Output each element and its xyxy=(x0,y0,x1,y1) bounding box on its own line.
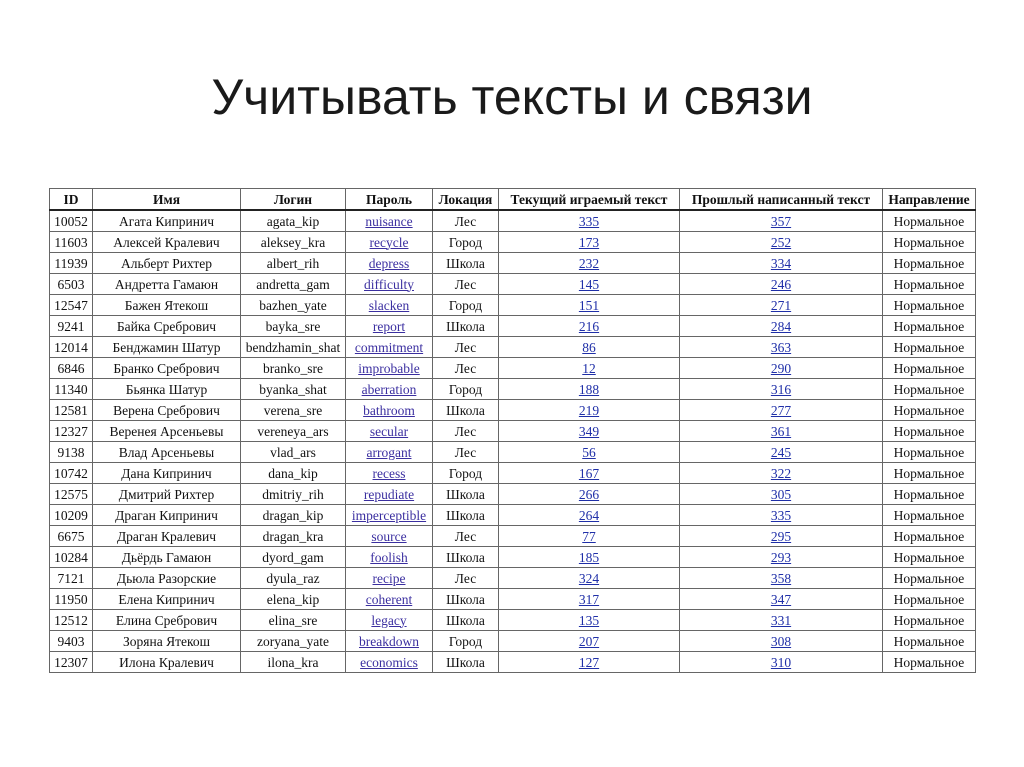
cell-current-text xyxy=(499,505,680,526)
past-text-link[interactable]: 361 xyxy=(770,423,792,439)
cell-location: Школа xyxy=(433,652,499,673)
past-text-link[interactable]: 293 xyxy=(770,549,792,565)
table-row xyxy=(50,274,976,295)
cell-password xyxy=(346,505,433,526)
cell-login: andretta_gam xyxy=(241,274,346,295)
password-link[interactable]: bathroom xyxy=(363,402,415,418)
past-text-link[interactable]: 290 xyxy=(770,360,792,376)
cell-login: vlad_ars xyxy=(241,442,346,463)
cell-location: Лес xyxy=(433,421,499,442)
current-text-link[interactable]: 266 xyxy=(578,486,600,502)
past-text-link[interactable]: 331 xyxy=(770,612,792,628)
past-text-link[interactable]: 310 xyxy=(770,654,792,670)
table-row xyxy=(50,232,976,253)
current-text-link[interactable]: 188 xyxy=(578,381,600,397)
cell-direction: Нормальное xyxy=(883,295,976,316)
cell-name: Байка Сребрович xyxy=(93,316,241,337)
past-text-link[interactable]: 284 xyxy=(770,318,792,334)
table-row xyxy=(50,484,976,505)
cell-past-text xyxy=(680,274,883,295)
current-text-link[interactable]: 349 xyxy=(578,423,600,439)
cell-direction: Нормальное xyxy=(883,210,976,232)
password-link[interactable]: aberration xyxy=(361,381,417,397)
password-link[interactable]: coherent xyxy=(365,591,413,607)
cell-direction: Нормальное xyxy=(883,505,976,526)
cell-past-text xyxy=(680,652,883,673)
cell-past-text xyxy=(680,442,883,463)
cell-past-text xyxy=(680,295,883,316)
cell-past-text xyxy=(680,526,883,547)
cell-name: Андретта Гамаюн xyxy=(93,274,241,295)
cell-location: Город xyxy=(433,379,499,400)
cell-name: Драган Кралевич xyxy=(93,526,241,547)
header-direction: Направление xyxy=(883,189,976,211)
password-link[interactable]: legacy xyxy=(371,612,407,628)
current-text-link[interactable]: 232 xyxy=(578,255,600,271)
current-text-link[interactable]: 324 xyxy=(578,570,600,586)
table-row xyxy=(50,568,976,589)
cell-current-text xyxy=(499,547,680,568)
cell-id: 10284 xyxy=(50,547,93,568)
cell-name: Бьянка Шатур xyxy=(93,379,241,400)
current-text-link[interactable]: 167 xyxy=(578,465,600,481)
cell-name: Алексей Кралевич xyxy=(93,232,241,253)
cell-location: Лес xyxy=(433,526,499,547)
cell-name: Агата Кипринич xyxy=(93,210,241,232)
cell-name: Дана Кипринич xyxy=(93,463,241,484)
cell-login: dyord_gam xyxy=(241,547,346,568)
cell-name: Дьюла Разорские xyxy=(93,568,241,589)
password-link[interactable]: secular xyxy=(369,423,409,439)
cell-past-text xyxy=(680,463,883,484)
cell-password xyxy=(346,547,433,568)
cell-location: Лес xyxy=(433,568,499,589)
table-row xyxy=(50,358,976,379)
cell-name: Илона Кралевич xyxy=(93,652,241,673)
cell-current-text xyxy=(499,631,680,652)
cell-current-text xyxy=(499,337,680,358)
cell-id: 6675 xyxy=(50,526,93,547)
cell-current-text xyxy=(499,526,680,547)
password-link[interactable]: difficulty xyxy=(364,276,414,292)
table-row xyxy=(50,463,976,484)
cell-past-text xyxy=(680,316,883,337)
cell-current-text xyxy=(499,274,680,295)
cell-password xyxy=(346,610,433,631)
cell-id: 9403 xyxy=(50,631,93,652)
current-text-link[interactable]: 135 xyxy=(578,612,600,628)
table-row xyxy=(50,631,976,652)
password-link[interactable]: depress xyxy=(368,255,410,271)
cell-past-text xyxy=(680,547,883,568)
cell-past-text xyxy=(680,568,883,589)
past-text-link[interactable]: 334 xyxy=(770,255,792,271)
table-row xyxy=(50,253,976,274)
cell-name: Дьёрдь Гамаюн xyxy=(93,547,241,568)
cell-location: Город xyxy=(433,463,499,484)
password-link[interactable]: nuisance xyxy=(365,213,413,229)
past-text-link[interactable]: 335 xyxy=(770,507,792,523)
cell-password xyxy=(346,484,433,505)
past-text-link[interactable]: 252 xyxy=(770,234,792,250)
cell-location: Школа xyxy=(433,505,499,526)
cell-login: elena_kip xyxy=(241,589,346,610)
cell-location: Город xyxy=(433,232,499,253)
cell-past-text xyxy=(680,589,883,610)
cell-name: Елина Сребрович xyxy=(93,610,241,631)
cell-id: 6503 xyxy=(50,274,93,295)
current-text-link[interactable]: 145 xyxy=(578,276,600,292)
cell-direction: Нормальное xyxy=(883,253,976,274)
cell-current-text xyxy=(499,589,680,610)
password-link[interactable]: repudiate xyxy=(363,486,415,502)
table-row xyxy=(50,610,976,631)
cell-name: Влад Арсеньевы xyxy=(93,442,241,463)
table-row xyxy=(50,400,976,421)
current-text-link[interactable]: 151 xyxy=(578,297,600,313)
cell-password xyxy=(346,379,433,400)
cell-login: branko_sre xyxy=(241,358,346,379)
table-row xyxy=(50,589,976,610)
cell-login: elina_sre xyxy=(241,610,346,631)
cell-direction: Нормальное xyxy=(883,547,976,568)
cell-id: 10742 xyxy=(50,463,93,484)
password-link[interactable]: foolish xyxy=(370,549,408,565)
cell-login: vereneya_ars xyxy=(241,421,346,442)
current-text-link[interactable]: 173 xyxy=(578,234,600,250)
cell-past-text xyxy=(680,379,883,400)
past-text-link[interactable]: 295 xyxy=(770,528,792,544)
cell-login: zoryana_yate xyxy=(241,631,346,652)
current-text-link[interactable]: 56 xyxy=(582,444,596,460)
header-location: Локация xyxy=(433,189,499,211)
cell-location: Лес xyxy=(433,337,499,358)
cell-past-text xyxy=(680,210,883,232)
cell-direction: Нормальное xyxy=(883,568,976,589)
password-link[interactable]: commitment xyxy=(354,339,424,355)
password-link[interactable]: source xyxy=(371,528,407,544)
cell-id: 9138 xyxy=(50,442,93,463)
cell-login: dyula_raz xyxy=(241,568,346,589)
users-table-container xyxy=(49,188,975,673)
cell-login: dragan_kra xyxy=(241,526,346,547)
cell-direction: Нормальное xyxy=(883,589,976,610)
past-text-link[interactable]: 357 xyxy=(770,213,792,229)
current-text-link[interactable]: 86 xyxy=(582,339,596,355)
cell-current-text xyxy=(499,463,680,484)
cell-location: Школа xyxy=(433,547,499,568)
cell-current-text xyxy=(499,295,680,316)
cell-direction: Нормальное xyxy=(883,358,976,379)
cell-location: Лес xyxy=(433,274,499,295)
cell-name: Веренея Арсеньевы xyxy=(93,421,241,442)
password-link[interactable]: recycle xyxy=(369,234,409,250)
cell-location: Лес xyxy=(433,442,499,463)
cell-id: 12581 xyxy=(50,400,93,421)
cell-login: agata_kip xyxy=(241,210,346,232)
cell-direction: Нормальное xyxy=(883,610,976,631)
table-body xyxy=(50,210,976,673)
table-row xyxy=(50,547,976,568)
cell-location: Город xyxy=(433,295,499,316)
cell-current-text xyxy=(499,568,680,589)
cell-location: Город xyxy=(433,631,499,652)
cell-location: Школа xyxy=(433,316,499,337)
current-text-link[interactable]: 335 xyxy=(578,213,600,229)
cell-id: 12327 xyxy=(50,421,93,442)
table-row xyxy=(50,337,976,358)
cell-name: Драган Кипринич xyxy=(93,505,241,526)
cell-past-text xyxy=(680,358,883,379)
cell-current-text xyxy=(499,484,680,505)
cell-location: Школа xyxy=(433,400,499,421)
cell-location: Лес xyxy=(433,358,499,379)
cell-name: Елена Кипринич xyxy=(93,589,241,610)
current-text-link[interactable]: 264 xyxy=(578,507,600,523)
password-link[interactable]: recess xyxy=(372,465,406,481)
cell-location: Школа xyxy=(433,484,499,505)
cell-location: Школа xyxy=(433,589,499,610)
cell-current-text xyxy=(499,316,680,337)
cell-id: 12014 xyxy=(50,337,93,358)
cell-name: Альберт Рихтер xyxy=(93,253,241,274)
current-text-link[interactable]: 127 xyxy=(578,654,600,670)
current-text-link[interactable]: 219 xyxy=(578,402,600,418)
header-past-text: Прошлый написанный текст xyxy=(680,189,883,211)
cell-direction: Нормальное xyxy=(883,463,976,484)
cell-password xyxy=(346,210,433,232)
cell-past-text xyxy=(680,421,883,442)
cell-current-text xyxy=(499,210,680,232)
cell-direction: Нормальное xyxy=(883,442,976,463)
table-row xyxy=(50,526,976,547)
cell-password xyxy=(346,358,433,379)
cell-current-text xyxy=(499,232,680,253)
cell-id: 10209 xyxy=(50,505,93,526)
cell-name: Верена Сребрович xyxy=(93,400,241,421)
cell-id: 12575 xyxy=(50,484,93,505)
current-text-link[interactable]: 12 xyxy=(582,360,596,376)
cell-past-text xyxy=(680,484,883,505)
cell-direction: Нормальное xyxy=(883,421,976,442)
past-text-link[interactable]: 277 xyxy=(770,402,792,418)
cell-password xyxy=(346,631,433,652)
cell-past-text xyxy=(680,232,883,253)
cell-current-text xyxy=(499,358,680,379)
cell-password xyxy=(346,295,433,316)
password-link[interactable]: slacken xyxy=(368,297,410,313)
cell-password xyxy=(346,568,433,589)
cell-past-text xyxy=(680,337,883,358)
password-link[interactable]: recipe xyxy=(372,570,406,586)
past-text-link[interactable]: 322 xyxy=(770,465,792,481)
cell-id: 11950 xyxy=(50,589,93,610)
cell-id: 12547 xyxy=(50,295,93,316)
cell-login: dana_kip xyxy=(241,463,346,484)
cell-direction: Нормальное xyxy=(883,526,976,547)
cell-current-text xyxy=(499,442,680,463)
cell-name: Дмитрий Рихтер xyxy=(93,484,241,505)
cell-password xyxy=(346,400,433,421)
cell-direction: Нормальное xyxy=(883,337,976,358)
cell-current-text xyxy=(499,400,680,421)
cell-id: 7121 xyxy=(50,568,93,589)
table-row xyxy=(50,379,976,400)
users-table xyxy=(49,188,976,673)
cell-login: dragan_kip xyxy=(241,505,346,526)
past-text-link[interactable]: 308 xyxy=(770,633,792,649)
cell-id: 9241 xyxy=(50,316,93,337)
cell-current-text xyxy=(499,379,680,400)
cell-past-text xyxy=(680,631,883,652)
cell-direction: Нормальное xyxy=(883,232,976,253)
cell-password xyxy=(346,589,433,610)
table-header-row xyxy=(50,189,976,211)
cell-direction: Нормальное xyxy=(883,379,976,400)
password-link[interactable]: report xyxy=(372,318,406,334)
cell-login: aleksey_kra xyxy=(241,232,346,253)
cell-name: Бенджамин Шатур xyxy=(93,337,241,358)
cell-id: 11939 xyxy=(50,253,93,274)
table-row xyxy=(50,316,976,337)
cell-past-text xyxy=(680,610,883,631)
table-row xyxy=(50,442,976,463)
cell-password xyxy=(346,232,433,253)
cell-password xyxy=(346,274,433,295)
cell-direction: Нормальное xyxy=(883,652,976,673)
cell-login: bazhen_yate xyxy=(241,295,346,316)
cell-current-text xyxy=(499,652,680,673)
cell-id: 12307 xyxy=(50,652,93,673)
password-link[interactable]: improbable xyxy=(358,360,420,376)
cell-id: 10052 xyxy=(50,210,93,232)
current-text-link[interactable]: 185 xyxy=(578,549,600,565)
cell-login: bendzhamin_shat xyxy=(241,337,346,358)
cell-id: 12512 xyxy=(50,610,93,631)
cell-current-text xyxy=(499,421,680,442)
table-row xyxy=(50,295,976,316)
cell-direction: Нормальное xyxy=(883,274,976,295)
password-link[interactable]: imperceptible xyxy=(351,507,427,523)
cell-past-text xyxy=(680,400,883,421)
header-login: Логин xyxy=(241,189,346,211)
cell-location: Школа xyxy=(433,253,499,274)
cell-name: Бажен Ятекош xyxy=(93,295,241,316)
current-text-link[interactable]: 77 xyxy=(582,528,596,544)
table-row xyxy=(50,505,976,526)
current-text-link[interactable]: 317 xyxy=(578,591,600,607)
current-text-link[interactable]: 216 xyxy=(578,318,600,334)
header-name: Имя xyxy=(93,189,241,211)
slide-title: Учитывать тексты и связи xyxy=(211,69,813,125)
cell-location: Школа xyxy=(433,610,499,631)
cell-login: verena_sre xyxy=(241,400,346,421)
cell-password xyxy=(346,316,433,337)
past-text-link[interactable]: 271 xyxy=(770,297,792,313)
header-password: Пароль xyxy=(346,189,433,211)
cell-direction: Нормальное xyxy=(883,400,976,421)
cell-password xyxy=(346,442,433,463)
past-text-link[interactable]: 363 xyxy=(770,339,792,355)
cell-past-text xyxy=(680,505,883,526)
cell-name: Зоряна Ятекош xyxy=(93,631,241,652)
cell-current-text xyxy=(499,610,680,631)
past-text-link[interactable]: 245 xyxy=(770,444,792,460)
cell-id: 11340 xyxy=(50,379,93,400)
cell-password xyxy=(346,526,433,547)
cell-location: Лес xyxy=(433,210,499,232)
past-text-link[interactable]: 246 xyxy=(770,276,792,292)
cell-login: albert_rih xyxy=(241,253,346,274)
cell-id: 11603 xyxy=(50,232,93,253)
past-text-link[interactable]: 316 xyxy=(770,381,792,397)
header-current-text: Текущий играемый текст xyxy=(499,189,680,211)
past-text-link[interactable]: 347 xyxy=(770,591,792,607)
current-text-link[interactable]: 207 xyxy=(578,633,600,649)
cell-password xyxy=(346,253,433,274)
password-link[interactable]: breakdown xyxy=(359,633,419,649)
table-row xyxy=(50,421,976,442)
cell-current-text xyxy=(499,253,680,274)
cell-password xyxy=(346,337,433,358)
cell-login: bayka_sre xyxy=(241,316,346,337)
header-id: ID xyxy=(50,189,93,211)
password-link[interactable]: arrogant xyxy=(366,444,412,460)
cell-id: 6846 xyxy=(50,358,93,379)
cell-password xyxy=(346,652,433,673)
cell-direction: Нормальное xyxy=(883,316,976,337)
table-row xyxy=(50,652,976,673)
cell-login: dmitriy_rih xyxy=(241,484,346,505)
cell-direction: Нормальное xyxy=(883,484,976,505)
cell-direction: Нормальное xyxy=(883,631,976,652)
cell-password xyxy=(346,421,433,442)
cell-login: ilona_kra xyxy=(241,652,346,673)
cell-login: byanka_shat xyxy=(241,379,346,400)
past-text-link[interactable]: 305 xyxy=(770,486,792,502)
table-row xyxy=(50,210,976,232)
past-text-link[interactable]: 358 xyxy=(770,570,792,586)
password-link[interactable]: economics xyxy=(360,654,418,670)
cell-name: Бранко Сребрович xyxy=(93,358,241,379)
cell-past-text xyxy=(680,253,883,274)
cell-password xyxy=(346,463,433,484)
